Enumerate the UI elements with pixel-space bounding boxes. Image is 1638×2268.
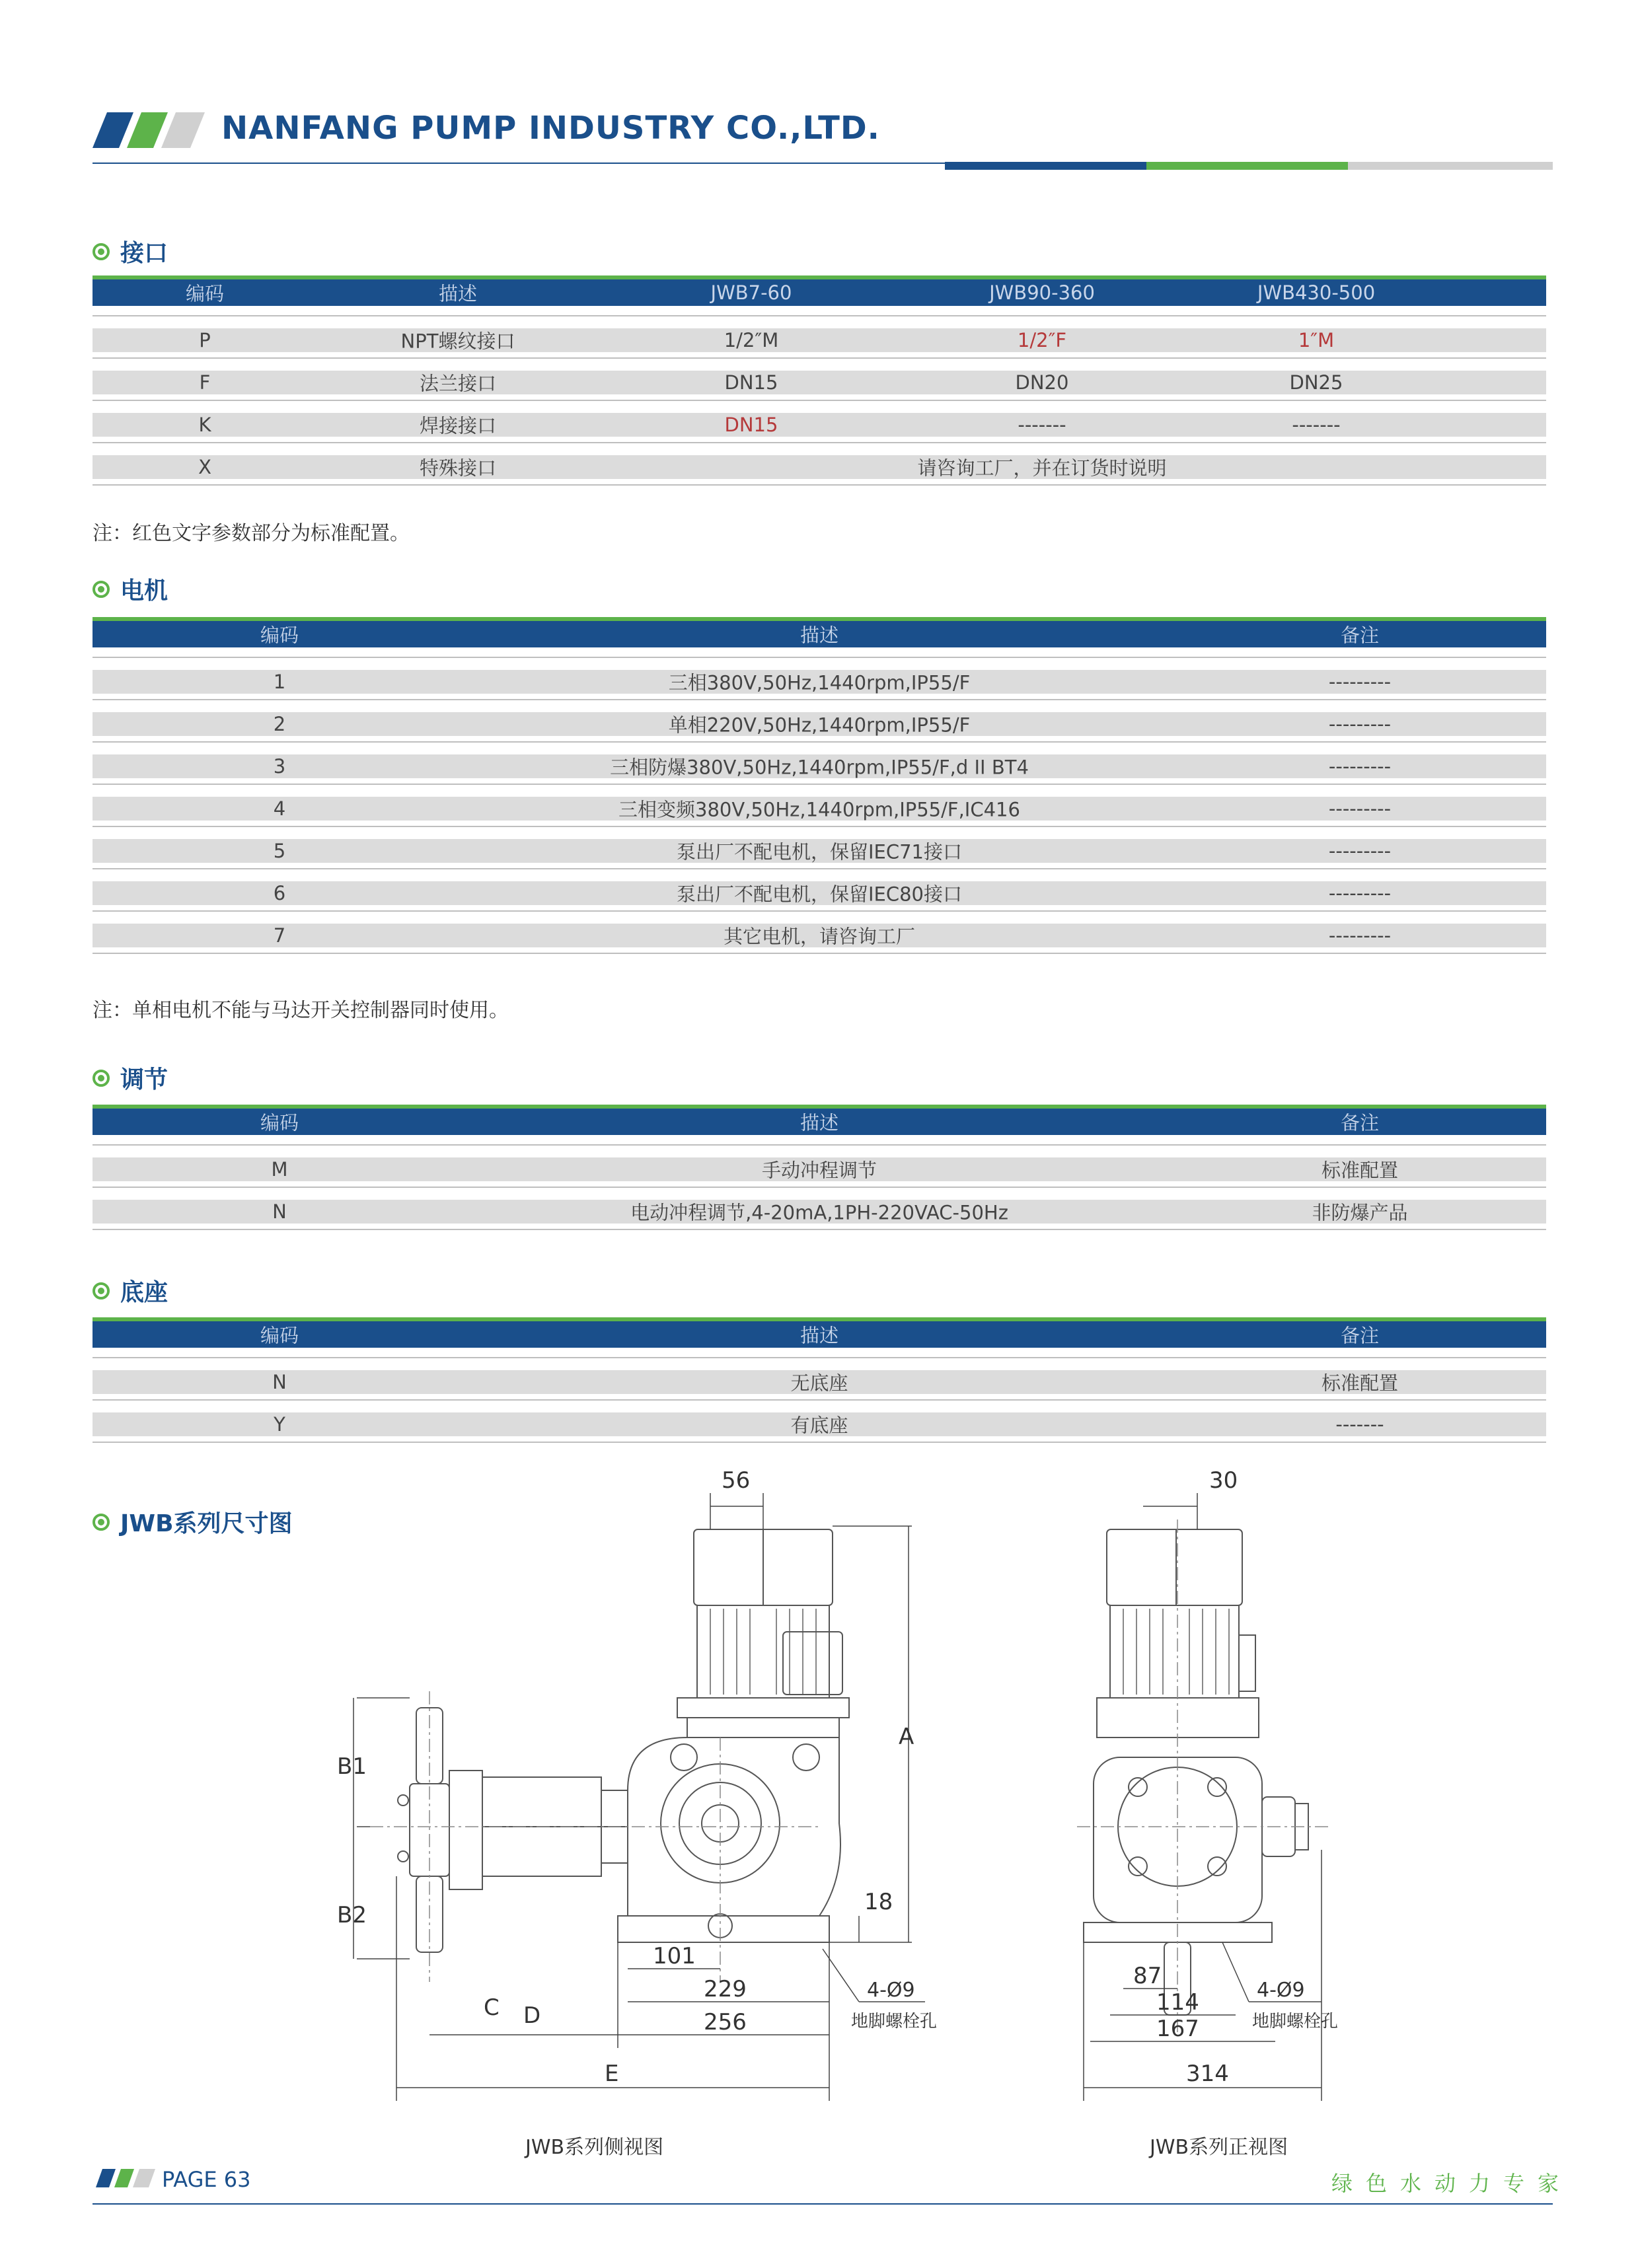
motor-cap bbox=[1107, 1529, 1242, 1605]
row-rule bbox=[93, 1229, 1546, 1230]
footer-logo-icon bbox=[96, 2169, 155, 2187]
side-dim-a: A bbox=[899, 1724, 914, 1750]
cell-remark: --------- bbox=[1328, 882, 1392, 904]
footer-slogan: 绿色水动力专家 bbox=[1331, 2171, 1573, 2196]
bullet-icon bbox=[93, 1282, 110, 1299]
section-title-text: 调节 bbox=[120, 1066, 168, 1093]
section-title-text: 接口 bbox=[120, 240, 168, 267]
table-rule bbox=[93, 657, 1546, 658]
row-rule bbox=[93, 953, 1546, 954]
header-stripe-blue bbox=[945, 162, 1156, 170]
cell-desc: 泵出厂不配电机，保留IEC71接口 bbox=[676, 840, 963, 863]
cell-remark: 非防爆产品 bbox=[1312, 1201, 1408, 1224]
row-rule bbox=[93, 400, 1546, 401]
row-rule bbox=[93, 484, 1546, 486]
col-header: 描述 bbox=[800, 624, 839, 647]
cell-value: 1″M bbox=[1298, 329, 1335, 351]
front-view-caption: JWB系列正视图 bbox=[1150, 2136, 1288, 2159]
cell-code: 3 bbox=[273, 755, 286, 778]
base-table bbox=[93, 1317, 1546, 1443]
bullet-icon bbox=[93, 581, 110, 598]
row-rule bbox=[93, 1399, 1546, 1401]
cell-remark: --------- bbox=[1328, 840, 1392, 862]
motor-note: 注：单相电机不能与马达开关控制器同时使用。 bbox=[93, 999, 509, 1022]
row-rule bbox=[93, 699, 1546, 700]
cell-desc: 焊接接口 bbox=[419, 414, 497, 437]
table-row bbox=[93, 455, 1546, 479]
cell-remark: --------- bbox=[1328, 755, 1392, 778]
col-header: 描述 bbox=[438, 282, 478, 305]
motor-body bbox=[697, 1605, 829, 1698]
table-row bbox=[93, 1157, 1546, 1181]
cell-desc: 三相变频380V,50Hz,1440rpm,IP55/F,IC416 bbox=[618, 798, 1020, 821]
cell-code: X bbox=[198, 456, 211, 478]
cell-merged: 请咨询工厂，并在订货时说明 bbox=[917, 457, 1167, 480]
side-dim-d: D bbox=[523, 2002, 541, 2029]
section-title-motor bbox=[93, 572, 168, 606]
row-rule bbox=[93, 442, 1546, 443]
row-rule bbox=[93, 784, 1546, 785]
company-name: NANFANG PUMP INDUSTRY CO.,LTD. bbox=[221, 110, 880, 147]
side-dim-229: 229 bbox=[704, 1976, 747, 2002]
cell-remark: ------- bbox=[1335, 1413, 1384, 1436]
side-dim-b1: B1 bbox=[337, 1753, 367, 1780]
col-header: 编码 bbox=[185, 282, 225, 305]
cell-desc: 法兰接口 bbox=[419, 372, 497, 395]
side-holes: 4-Ø9 bbox=[867, 1979, 915, 2002]
row-rule bbox=[93, 357, 1546, 359]
front-dim-top: 30 bbox=[1209, 1467, 1238, 1494]
col-header: JWB7-60 bbox=[710, 281, 792, 304]
table-header bbox=[93, 1105, 1546, 1135]
side-dim-b2: B2 bbox=[337, 1902, 367, 1928]
cell-code: Y bbox=[274, 1413, 285, 1436]
section-title-text: 电机 bbox=[120, 577, 168, 604]
cell-code: P bbox=[199, 329, 211, 351]
col-header: 描述 bbox=[800, 1111, 839, 1134]
table-row bbox=[93, 924, 1546, 947]
cell-code: K bbox=[198, 414, 211, 436]
cell-code: 4 bbox=[273, 797, 286, 820]
cell-desc: 三相380V,50Hz,1440rpm,IP55/F bbox=[668, 671, 971, 694]
bullet-icon bbox=[93, 1070, 110, 1087]
section-title-text: JWB系列尺寸图 bbox=[120, 1510, 293, 1537]
side-holes-note: 地脚螺栓孔 bbox=[851, 2012, 938, 2031]
section-title-dimensions bbox=[93, 1505, 293, 1539]
cell-remark: 标准配置 bbox=[1321, 1372, 1399, 1395]
col-header: 备注 bbox=[1340, 624, 1380, 647]
motor-flange bbox=[677, 1698, 849, 1718]
side-dim-top: 56 bbox=[722, 1467, 751, 1494]
interface-table bbox=[93, 275, 1546, 486]
side-dim-c: C bbox=[484, 1994, 500, 2021]
table-rule bbox=[93, 1357, 1546, 1358]
table-rule bbox=[93, 1144, 1546, 1146]
col-header: JWB430-500 bbox=[1257, 281, 1376, 304]
side-dim-256: 256 bbox=[704, 2009, 747, 2035]
cell-remark: --------- bbox=[1328, 924, 1392, 947]
cell-remark: --------- bbox=[1328, 713, 1392, 735]
table-row bbox=[93, 328, 1546, 352]
front-dim-114: 114 bbox=[1156, 1989, 1199, 2016]
front-view-drawing bbox=[1077, 1453, 1388, 2127]
cell-desc: NPT螺纹接口 bbox=[400, 330, 515, 353]
table-row bbox=[93, 1370, 1546, 1394]
cell-code: 1 bbox=[273, 671, 286, 693]
section-title-base bbox=[93, 1274, 168, 1307]
cell-value: 1/2″F bbox=[1017, 329, 1067, 351]
section-title-text: 底座 bbox=[120, 1279, 168, 1306]
cell-remark: --------- bbox=[1328, 671, 1392, 693]
table-row bbox=[93, 371, 1546, 394]
motor-table bbox=[93, 617, 1546, 954]
cell-value: DN20 bbox=[1015, 371, 1069, 394]
bullet-icon bbox=[93, 1514, 110, 1531]
front-holes: 4-Ø9 bbox=[1257, 1979, 1305, 2002]
table-header bbox=[93, 275, 1546, 306]
side-dim-e: E bbox=[605, 2061, 619, 2087]
row-rule bbox=[93, 1442, 1546, 1443]
cell-desc: 其它电机，请咨询工厂 bbox=[723, 925, 916, 948]
table-rule bbox=[93, 315, 1546, 316]
front-holes-note: 地脚螺栓孔 bbox=[1252, 2012, 1339, 2031]
cell-desc: 特殊接口 bbox=[419, 457, 497, 480]
col-header: 备注 bbox=[1340, 1111, 1380, 1134]
cell-desc: 电动冲程调节,4-20mA,1PH-220VAC-50Hz bbox=[630, 1201, 1008, 1224]
table-row bbox=[93, 881, 1546, 905]
table-row bbox=[93, 413, 1546, 437]
cell-desc: 三相防爆380V,50Hz,1440rpm,IP55/F,d II BT4 bbox=[610, 756, 1029, 779]
side-view-drawing bbox=[317, 1453, 951, 2127]
cell-code: 2 bbox=[273, 713, 286, 735]
section-title-interface bbox=[93, 235, 168, 268]
cell-value: DN25 bbox=[1289, 371, 1343, 394]
row-rule bbox=[93, 826, 1546, 827]
side-dim-101: 101 bbox=[653, 1943, 696, 1969]
front-dim-314: 314 bbox=[1186, 2061, 1229, 2087]
cell-code: M bbox=[271, 1158, 288, 1181]
col-header: 描述 bbox=[800, 1324, 839, 1347]
row-rule bbox=[93, 741, 1546, 743]
table-header bbox=[93, 1317, 1546, 1348]
cell-code: 5 bbox=[273, 840, 286, 862]
table-row bbox=[93, 1200, 1546, 1224]
cell-code: 7 bbox=[273, 924, 286, 947]
side-dim-18: 18 bbox=[864, 1889, 893, 1915]
cell-desc: 有底座 bbox=[790, 1414, 848, 1437]
cell-desc: 泵出厂不配电机，保留IEC80接口 bbox=[676, 883, 963, 906]
row-rule bbox=[93, 910, 1546, 912]
cell-remark: 标准配置 bbox=[1321, 1159, 1399, 1182]
table-row bbox=[93, 839, 1546, 863]
front-dim-167: 167 bbox=[1156, 2016, 1199, 2042]
footer-rule bbox=[93, 2203, 1553, 2205]
motor-body bbox=[1110, 1605, 1239, 1698]
col-header: 编码 bbox=[260, 1111, 299, 1134]
section-title-regulation bbox=[93, 1061, 168, 1095]
company-logo-icon bbox=[93, 112, 205, 148]
cell-desc: 无底座 bbox=[790, 1372, 848, 1395]
table-header bbox=[93, 617, 1546, 647]
cell-value: 1/2″M bbox=[724, 329, 779, 351]
table-row bbox=[93, 670, 1546, 694]
regulation-table bbox=[93, 1105, 1546, 1230]
cell-value: DN15 bbox=[724, 371, 778, 394]
cell-code: N bbox=[272, 1200, 287, 1223]
col-header: JWB90-360 bbox=[989, 281, 1095, 304]
front-dim-87: 87 bbox=[1133, 1963, 1162, 1989]
col-header: 备注 bbox=[1340, 1324, 1380, 1347]
page-number: PAGE 63 bbox=[162, 2167, 251, 2192]
cell-code: N bbox=[272, 1371, 287, 1393]
cell-value: ------- bbox=[1018, 414, 1066, 436]
cell-value: ------- bbox=[1292, 414, 1341, 436]
row-rule bbox=[93, 1187, 1546, 1188]
cell-code: 6 bbox=[273, 882, 286, 904]
cell-code: F bbox=[199, 371, 211, 394]
cell-remark: --------- bbox=[1328, 797, 1392, 820]
table-row bbox=[93, 712, 1546, 736]
header-stripe-gray bbox=[1348, 162, 1553, 170]
cell-desc: 手动冲程调节 bbox=[761, 1159, 877, 1182]
cell-value: DN15 bbox=[724, 414, 778, 436]
terminal-box bbox=[783, 1632, 842, 1695]
side-view-caption: JWB系列侧视图 bbox=[525, 2136, 664, 2159]
col-header: 编码 bbox=[260, 1324, 299, 1347]
table-row bbox=[93, 797, 1546, 821]
cell-desc: 单相220V,50Hz,1440rpm,IP55/F bbox=[668, 713, 971, 737]
pump-base bbox=[618, 1916, 829, 1942]
row-rule bbox=[93, 868, 1546, 869]
interface-note: 注：红色文字参数部分为标准配置。 bbox=[93, 522, 410, 545]
header-stripe-green bbox=[1146, 162, 1358, 170]
col-header: 编码 bbox=[260, 624, 299, 647]
bullet-icon bbox=[93, 243, 110, 260]
table-row bbox=[93, 1412, 1546, 1436]
table-row bbox=[93, 754, 1546, 778]
